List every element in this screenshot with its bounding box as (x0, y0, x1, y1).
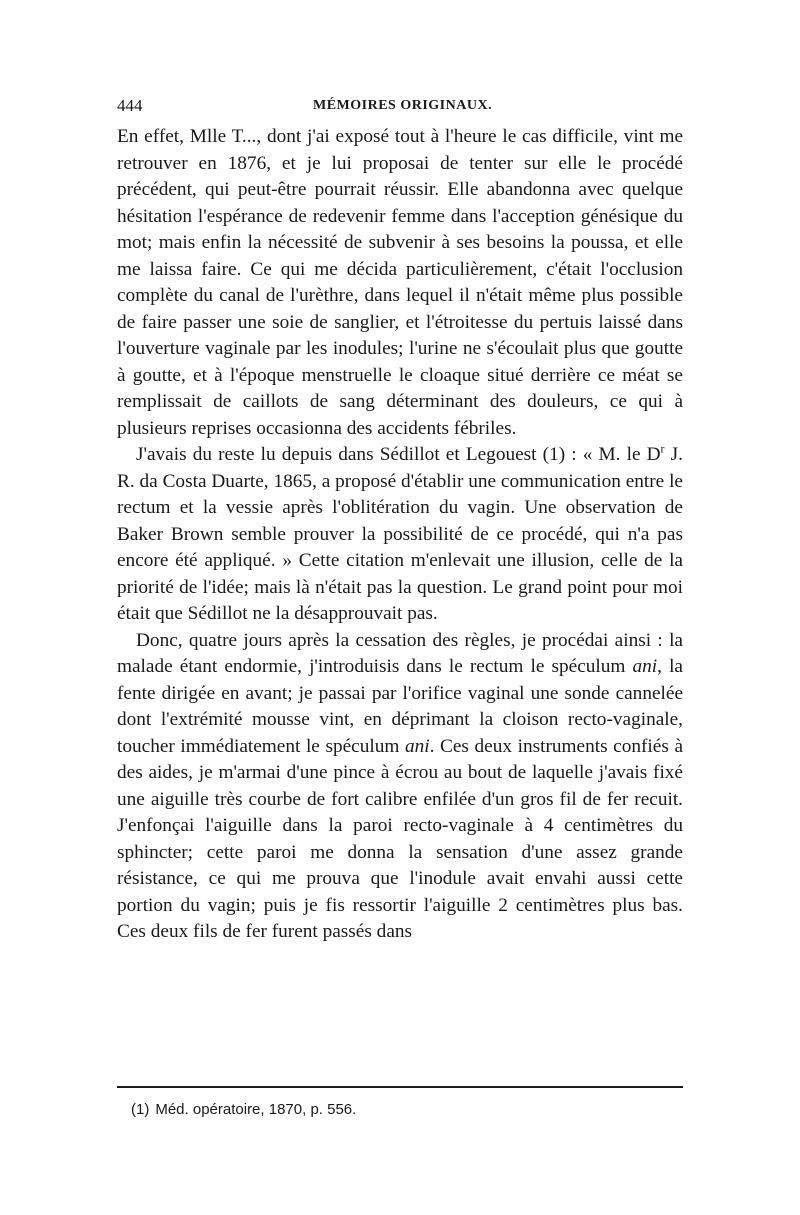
footnote (131, 1101, 356, 1118)
page-number: 444 (117, 96, 143, 115)
running-title: MÉMOIRES ORIGINAUX. (313, 98, 493, 113)
footnote-mark: (1) (131, 1101, 150, 1118)
body-text (117, 124, 683, 946)
footnote-divider (117, 1086, 683, 1088)
italic-ani-1: ani (632, 656, 658, 677)
document-page (117, 96, 684, 1118)
running-head (117, 96, 683, 124)
paragraph-3-part-c: . Ces deux instruments confiés à des aides, je m'armai d'une pince à écrou au bout de laquelle j'avais fixé une aiguille très courbe de fort calibre enfilée d'un gros fil de fer recuit. J'enfonçai l'aiguille dans la paroi recto-vaginale à 4 centimètres du sphincter; cette paroi me donna la sensation d'une assez grande résistance, ce qui me prouva que l'inodule avait envahi aussi cette portion du vagin; puis je fis ressortir l'aiguille 2 centimètres plus bas. Ces deux fils de fer furent passés dans (117, 735, 684, 942)
paragraph-2-part-b: J. R. da Costa Duarte, 1865, a proposé d'établir une communication entre le rectum et la vessie après l'oblitération du vagin. Une observation de Baker Brown semble prouver la possibilité de ce procédé, qui n'a pas encore été appliqué. » Cette citation m'enlevait une illusion, celle de la priorité de l'idée; mais là n'était pas la question. Le grand point pour moi était que Sédillot ne la désapprouvait pas. (117, 444, 683, 624)
italic-ani-2: ani (404, 735, 430, 757)
paragraph-3-part-b: , la fente dirigée en avant; je passai par l'orifice vaginal une sonde cannelée dont l'extrémité mousse vint, en déprimant la cloison recto-vaginale, toucher immédiatement le spéculum (117, 656, 683, 757)
paragraph-2 (117, 442, 683, 628)
footnote-text: Méd. opératoire, 1870, p. 556. (155, 1101, 357, 1118)
paragraph-1: En effet, Mlle T..., dont j'ai exposé tout à l'heure le cas difficile, vint me retrouver en 1876, et je lui proposai de tenter sur elle le procédé précédent, qui peut-être pourrait réussir. Elle abandonna avec quelque hésitation l'espérance de redevenir femme dans l'acception génésique du mot; mais enfin la nécessité de subvenir à ses besoins la poussa, et elle me laissa faire. Ce qui me décida particulièrement, c'était l'occlusion complète du canal de l'urèthre, dans lequel il n'était même plus possible de faire passer une soie de sanglier, et l'étroitesse du pertuis laissé dans l'ouverture vaginale par les inodules; l'urine ne s'écoulait plus que goutte à goutte, et à l'époque menstruelle le cloaque situé derrière ce méat se remplissait de caillots de sang déterminant des douleurs, ce qui à plusieurs reprises occasionna des accidents fébriles. (117, 126, 683, 439)
paragraph-3 (117, 628, 683, 946)
paragraph-2-part-a: J'avais du reste lu depuis dans Sédillot et Legouest (1) : « M. le D (136, 444, 661, 465)
superscript-r: r (660, 441, 665, 456)
paragraph-3-part-a: Donc, quatre jours après la cessation des règles, je procédai ainsi : la malade étant endormie, j'introduisis dans le rectum le spéculum (117, 629, 683, 677)
